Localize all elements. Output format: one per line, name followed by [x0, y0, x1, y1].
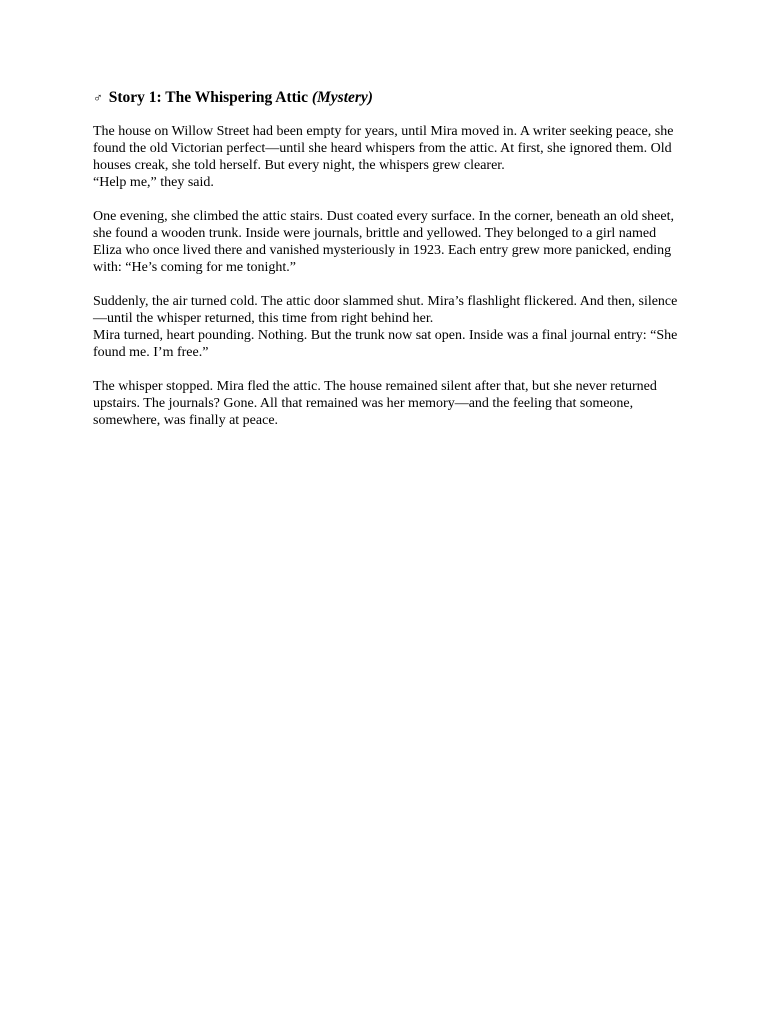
paragraph-text: “Help me,” they said. [93, 175, 214, 190]
paragraph-text: One evening, she climbed the attic stairs. Dust coated every surface. In the corner, beneath an old sheet, she found a wooden trunk. Inside were journals, brittle and yellowed. They belonged to a girl named Eliza who once lived there and vanished mysteriously in 1923. Each entry grew more panicked, ending with: “He’s coming for me tonight.” [93, 209, 674, 275]
paragraph-text: Mira turned, heart pounding. Nothing. But the trunk now sat open. Inside was a final journal entry: “She found me. I’m free.” [93, 328, 678, 360]
paragraph-text: The whisper stopped. Mira fled the attic. The house remained silent after that, but she never returned upstairs. The journals? Gone. All that remained was her memory—and the feeling that someone, somewhere, was finally at peace. [93, 379, 657, 428]
paragraph-3 [93, 293, 678, 361]
story-title [93, 88, 678, 108]
document-page [93, 88, 678, 446]
paragraph-1 [93, 123, 678, 191]
male-sign-icon: ♂ [93, 90, 103, 105]
paragraph-text: The house on Willow Street had been empty for years, until Mira moved in. A writer seeking peace, she found the old Victorian perfect—until she heard whispers from the attic. At first, she ignored them. Old houses creak, she told herself. But every night, the whispers grew clearer. [93, 124, 674, 173]
story-genre: (Mystery) [311, 89, 373, 106]
paragraph-4 [93, 378, 678, 429]
story-title-text: Story 1: The Whispering Attic [108, 89, 308, 106]
paragraph-2 [93, 208, 678, 276]
paragraph-text: Suddenly, the air turned cold. The attic door slammed shut. Mira’s flashlight flickered. And then, silence—until the whisper returned, this time from right behind her. [93, 294, 678, 326]
